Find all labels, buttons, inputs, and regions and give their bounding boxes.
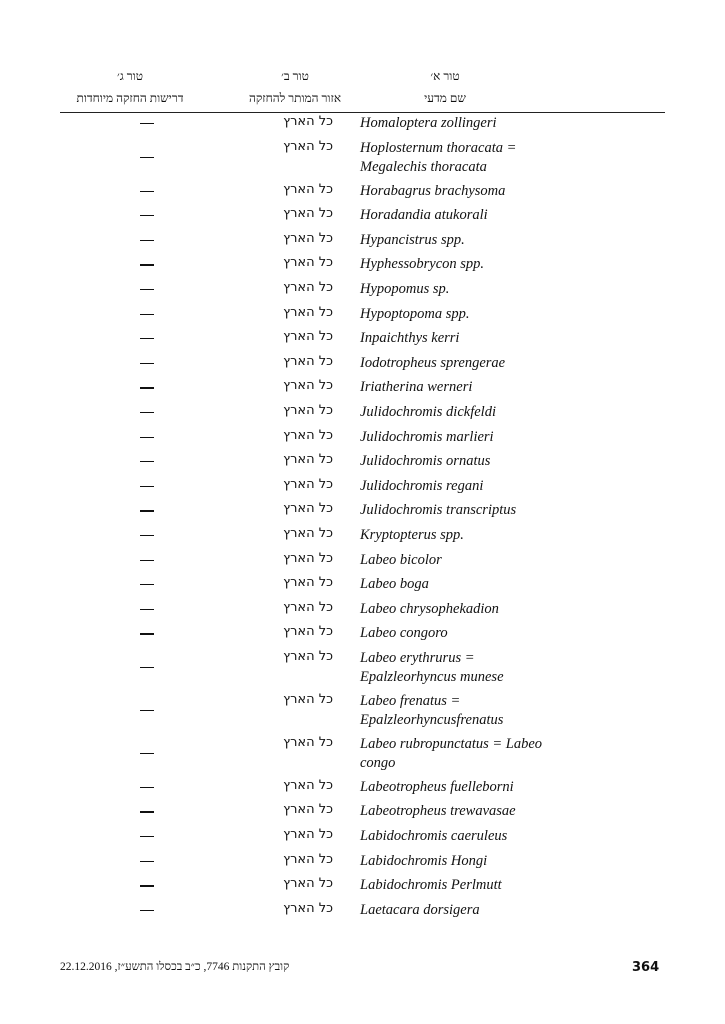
permitted-area-cell: כל הארץ xyxy=(283,114,333,129)
permitted-area-cell: כל הארץ xyxy=(283,777,333,793)
scientific-name-cell: Labeo erythrurus = Epalzleorhyncus munese xyxy=(360,649,504,685)
scientific-name-cell: Julidochromis marlieri xyxy=(360,428,494,445)
table-row xyxy=(0,648,725,691)
special-requirements-dash xyxy=(140,314,154,315)
permitted-area-cell: כל הארץ xyxy=(283,900,333,916)
scientific-name-cell: Labidochromis caeruleus xyxy=(360,828,508,845)
permitted-area-cell: כל הארץ xyxy=(283,279,333,295)
table-row xyxy=(0,525,725,550)
permitted-area-cell: כל הארץ xyxy=(283,691,333,707)
special-requirements-dash xyxy=(140,633,154,634)
publication-footer: קובץ התקנות 7746, כ״ב בכסלו התשע״ז, 22.12.2016 xyxy=(60,961,290,973)
permitted-area-cell: כל הארץ xyxy=(283,876,333,892)
permitted-area-cell: כל הארץ xyxy=(283,648,333,664)
permitted-area-cell: כל הארץ xyxy=(283,427,333,443)
scientific-name-cell: Iodotropheus sprengerae xyxy=(360,354,506,371)
scientific-name-cell: Hypopomus sp. xyxy=(360,280,450,297)
table-row xyxy=(0,777,725,802)
permitted-area-cell: כל הארץ xyxy=(283,851,333,867)
special-requirements-dash xyxy=(140,836,154,837)
table-row xyxy=(0,427,725,452)
table-row xyxy=(0,599,725,624)
special-requirements-dash xyxy=(140,387,154,388)
permitted-area-cell: כל הארץ xyxy=(283,575,333,591)
scientific-name-cell: Julidochromis dickfeldi xyxy=(360,403,496,420)
table-row xyxy=(0,279,725,304)
scientific-name-cell: Hoplosternum thoracata = Megalechis thoracata xyxy=(360,139,517,175)
table-row xyxy=(0,623,725,648)
scientific-name-cell: Labidochromis Hongi xyxy=(360,852,488,869)
table-row xyxy=(0,476,725,501)
scientific-name-cell: Julidochromis transcriptus xyxy=(360,502,517,519)
table-row xyxy=(0,500,725,525)
table-row xyxy=(0,138,725,181)
permitted-area-cell: כל הארץ xyxy=(283,206,333,222)
permitted-area-cell: כל הארץ xyxy=(283,599,333,615)
scientific-name-cell: Labeotropheus fuelleborni xyxy=(360,778,514,795)
special-requirements-dash xyxy=(140,787,154,788)
permitted-area-cell: כל הארץ xyxy=(283,501,333,517)
special-requirements-dash xyxy=(140,240,154,241)
special-requirements-dash xyxy=(140,811,154,812)
scientific-name-cell: Kryptopterus spp. xyxy=(360,526,464,543)
special-requirements-dash xyxy=(140,710,154,711)
special-requirements-dash xyxy=(140,215,154,216)
table-row xyxy=(0,205,725,230)
column-b-subtitle: אזור המותר להחזקה xyxy=(248,91,342,105)
permitted-area-cell: כל הארץ xyxy=(283,138,333,154)
scientific-name-cell: Julidochromis regani xyxy=(360,477,484,494)
scientific-name-cell: Labeo rubropunctatus = Labeo congo xyxy=(360,735,543,771)
scientific-name-cell: Iriatherina werneri xyxy=(360,379,473,396)
scientific-name-cell: Horabagrus brachysoma xyxy=(360,182,506,199)
scientific-name-cell: Labidochromis Perlmutt xyxy=(360,877,502,894)
column-c-subtitle: דרישות החזקה מיוחדות xyxy=(76,91,184,105)
permitted-area-cell: כל הארץ xyxy=(283,329,333,345)
special-requirements-dash xyxy=(140,486,154,487)
special-requirements-dash xyxy=(140,535,154,536)
special-requirements-dash xyxy=(140,667,154,668)
column-a-subtitle: שם מדעי xyxy=(424,91,466,105)
permitted-area-cell: כל הארץ xyxy=(283,624,333,640)
scientific-name-cell: Labeotropheus trewavasae xyxy=(360,803,516,820)
special-requirements-dash xyxy=(140,289,154,290)
special-requirements-dash xyxy=(140,584,154,585)
scientific-name-cell: Hypancistrus spp. xyxy=(360,231,465,248)
scientific-name-cell: Labeo chrysophekadion xyxy=(360,600,499,617)
table-row xyxy=(0,826,725,851)
special-requirements-dash xyxy=(140,461,154,462)
table-row xyxy=(0,900,725,925)
special-requirements-dash xyxy=(140,861,154,862)
scientific-name-cell: Inpaichthys kerri xyxy=(360,330,460,347)
table-row xyxy=(0,328,725,353)
special-requirements-dash xyxy=(140,264,154,265)
permitted-area-cell: כל הארץ xyxy=(283,255,333,271)
column-a-title: טור א׳ xyxy=(430,69,460,83)
permitted-area-cell: כל הארץ xyxy=(283,827,333,843)
table-row xyxy=(0,734,725,777)
special-requirements-dash xyxy=(140,412,154,413)
table-row xyxy=(0,801,725,826)
scientific-name-cell: Labeo boga xyxy=(360,576,429,593)
column-c-title: טור ג׳ xyxy=(117,69,143,83)
special-requirements-dash xyxy=(140,363,154,364)
permitted-area-cell: כל הארץ xyxy=(283,402,333,418)
scientific-name-cell: Hypoptopoma spp. xyxy=(360,305,470,322)
species-table xyxy=(0,113,725,924)
scientific-name-cell: Labeo frenatus = Epalzleorhyncusfrenatus xyxy=(360,692,504,728)
scientific-name-cell: Homaloptera zollingeri xyxy=(360,115,497,131)
permitted-area-cell: כל הארץ xyxy=(283,353,333,369)
special-requirements-dash xyxy=(140,910,154,911)
permitted-area-cell: כל הארץ xyxy=(283,181,333,197)
special-requirements-dash xyxy=(140,123,154,124)
special-requirements-dash xyxy=(140,885,154,886)
table-row xyxy=(0,304,725,329)
scientific-name-cell: Horadandia atukorali xyxy=(360,207,488,224)
table-row xyxy=(0,230,725,255)
permitted-area-cell: כל הארץ xyxy=(283,304,333,320)
table-row xyxy=(0,691,725,734)
special-requirements-dash xyxy=(140,191,154,192)
table-row xyxy=(0,875,725,900)
table-row xyxy=(0,377,725,402)
permitted-area-cell: כל הארץ xyxy=(283,550,333,566)
permitted-area-cell: כל הארץ xyxy=(283,802,333,818)
scientific-name-cell: Hyphessobrycon spp. xyxy=(360,256,485,273)
table-row xyxy=(0,353,725,378)
scientific-name-cell: Julidochromis ornatus xyxy=(360,453,491,470)
table-row xyxy=(0,254,725,279)
special-requirements-dash xyxy=(140,338,154,339)
table-row xyxy=(0,451,725,476)
table-row xyxy=(0,851,725,876)
permitted-area-cell: כל הארץ xyxy=(283,734,333,750)
special-requirements-dash xyxy=(140,437,154,438)
special-requirements-dash xyxy=(140,560,154,561)
special-requirements-dash xyxy=(140,157,154,158)
permitted-area-cell: כל הארץ xyxy=(283,230,333,246)
page-number: 364 xyxy=(632,960,660,975)
table-row xyxy=(0,181,725,206)
permitted-area-cell: כל הארץ xyxy=(283,476,333,492)
permitted-area-cell: כל הארץ xyxy=(283,452,333,468)
column-b-title: טור ב׳ xyxy=(281,69,309,83)
scientific-name-cell: Laetacara dorsigera xyxy=(360,901,480,918)
special-requirements-dash xyxy=(140,609,154,610)
table-row xyxy=(0,574,725,599)
permitted-area-cell: כל הארץ xyxy=(283,378,333,394)
table-row xyxy=(0,113,725,138)
scientific-name-cell: Labeo congoro xyxy=(360,625,448,642)
permitted-area-cell: כל הארץ xyxy=(283,525,333,541)
special-requirements-dash xyxy=(140,753,154,754)
scientific-name-cell: Labeo bicolor xyxy=(360,551,442,568)
table-row xyxy=(0,550,725,575)
table-row xyxy=(0,402,725,427)
special-requirements-dash xyxy=(140,510,154,511)
